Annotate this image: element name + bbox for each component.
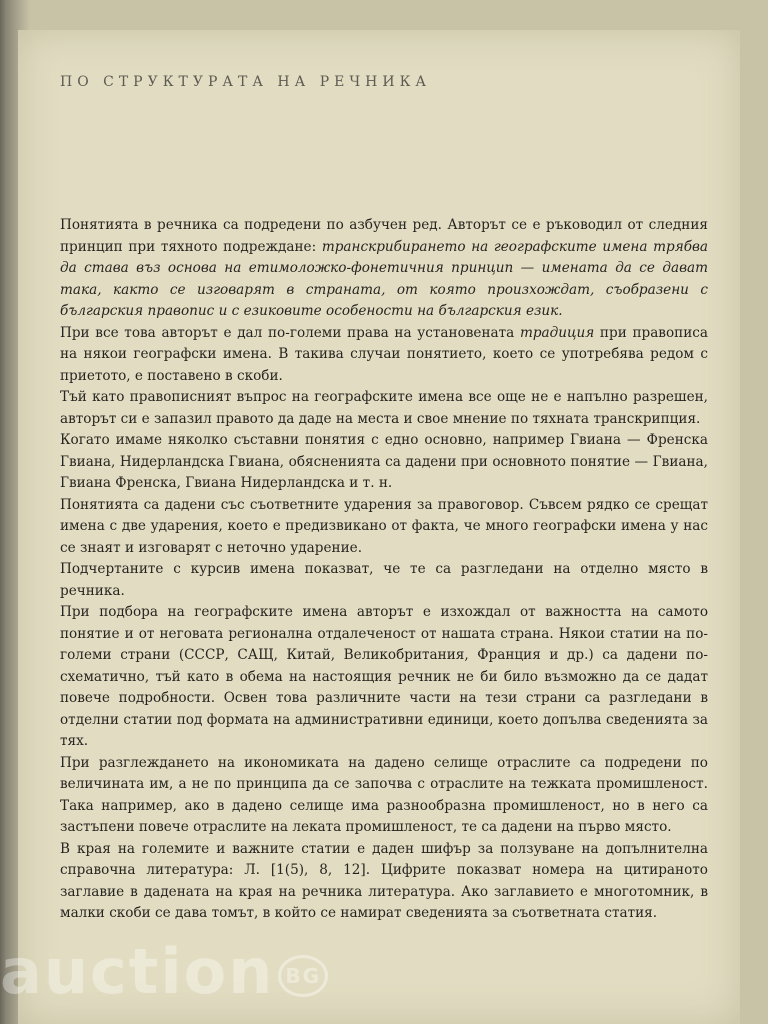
watermark-badge: BG xyxy=(278,955,328,997)
paragraph: При подбора на географските имена авторът е изхождал от важността на самото понятие и от неговата регионална отдалеченост от нашата страна. Някои статии на по-големи страни (СССР, САЩ, Китай, Великобритания, Франция и др.) са дадени по-схематично, тъй като в обема на настоящия речник не би било възможно да се дадат повече подробности. Освен това различните части на тези страни са разгледани в отделни статии под формата на административни единици, което допълва сведенията за тях. xyxy=(60,604,708,749)
paragraph: Тъй като правописният въпрос на географските имена все още не е напълно разрешен, авторът си е запазил правото да даде на места и свое мнение по тяхната транскрипция. xyxy=(60,389,708,427)
page-title: ПО СТРУКТУРАТА НА РЕЧНИКА xyxy=(60,74,432,90)
document-page xyxy=(18,30,740,1024)
paragraph xyxy=(60,215,708,323)
body-text xyxy=(60,215,708,925)
text: Понятията в речника са подредени по азбучен ред. Авторът се е ръководил от следния принцип при тяхното подреждане: xyxy=(60,217,708,255)
paragraph: При разглеждането на икономиката на дадено селище отраслите са подредени по величината им, а не по принципа да се започва с отраслите на тежката промишленост. Така например, ако в дадено селище има разнообразна промишленост, но в него са застъпени повече отраслите на леката промишленост, те са дадени на първо място. xyxy=(60,754,708,835)
paragraph: Когато имаме няколко съставни понятия с едно основно, например Гвиана — Френска Гвиана, Нидерландска Гвиана, обясненията са дадени при основното понятие — Гвиана, Гвиана Френска, Гвиана Нидерландска и т. н. xyxy=(60,432,708,491)
paragraph: Подчертаните с курсив имена показват, че те са разгледани на отделно място в речника. xyxy=(60,561,708,599)
paragraph: Понятията са дадени със съответните ударения за правоговор. Съвсем рядко се срещат имена с две ударения, което е предизвикано от факта, че много географски имена у нас се знаят и изговарят с неточно ударение. xyxy=(60,496,708,556)
watermark-text: auction xyxy=(0,935,275,1008)
italic-text: традиция xyxy=(519,324,595,341)
watermark-logo xyxy=(0,935,328,1008)
paragraph xyxy=(60,323,708,388)
italic-text: транскрибирането на географските имена трябва да става въз основа на етимоложко-фонетичния принцип — имената да се дават така, както се изговарят в страната, от която произхождат, съобразени с българския правопис и с езиковите особености на българския език. xyxy=(60,238,709,319)
paragraph: В края на големите и важните статии е даден шифър за ползуване на допълнителна справочна литература: Л. [1(5), 8, 12]. Цифрите показват номера на цитираното заглавие в дадената на края на речника литература. Ако заглавието е многотомник, в малки скоби се дава томът, в който се намират сведенията за съответната статия. xyxy=(60,840,708,921)
text: При все това авторът е дал по-големи права на установената xyxy=(60,324,520,341)
text: при правописа на някои географски имена. В такива случаи понятието, което се употребява редом с приетото, е поставено в скоби. xyxy=(60,324,708,384)
